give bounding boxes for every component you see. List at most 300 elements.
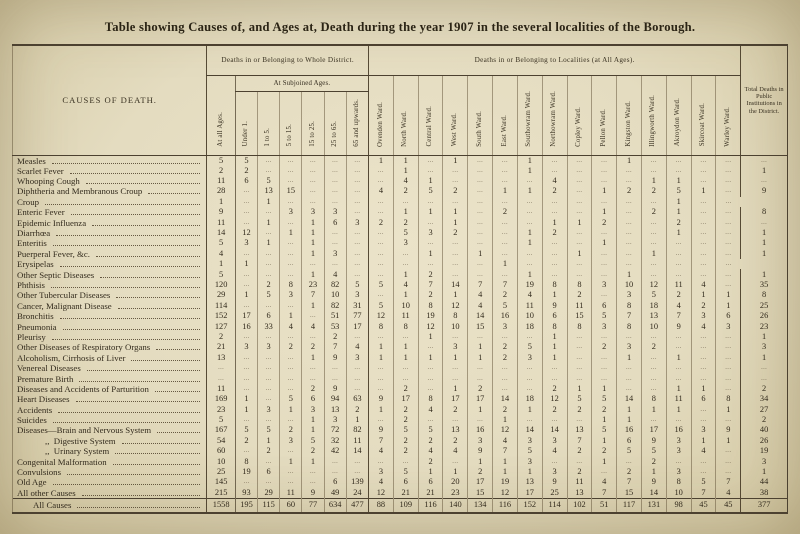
death-count-cell: ... <box>617 332 642 342</box>
total-count-cell: 98 <box>666 498 691 513</box>
locality-column-header: East Ward. <box>493 75 518 155</box>
locality-column-header: Pellon Ward. <box>592 75 617 155</box>
death-count-cell: ... <box>302 332 324 342</box>
death-count-cell: 4 <box>517 290 542 300</box>
death-count-cell: 9 <box>302 488 324 499</box>
death-count-cell: 3 <box>716 321 741 331</box>
locality-column-header: Southowram Ward. <box>517 75 542 155</box>
death-count-cell: 19 <box>493 477 518 487</box>
death-count-cell: 1 <box>235 290 257 300</box>
death-count-cell: ... <box>666 342 691 352</box>
death-count-cell: ... <box>716 186 741 196</box>
death-count-cell: 2 <box>369 217 394 227</box>
death-count-cell: 11 <box>567 301 592 311</box>
age-column-header: 5 to 15. <box>280 91 302 155</box>
death-count-cell: ... <box>567 353 592 363</box>
death-count-cell: ... <box>592 467 617 477</box>
table-header <box>13 45 788 155</box>
death-count-cell: ... <box>716 217 741 227</box>
death-count-cell: 14 <box>207 228 236 238</box>
death-count-cell: 4 <box>468 301 493 311</box>
death-count-cell: 3 <box>369 467 394 477</box>
death-count-cell: 7 <box>716 477 741 487</box>
death-count-cell: ... <box>567 415 592 425</box>
table-row <box>13 436 788 446</box>
death-count-cell: ... <box>418 217 443 227</box>
total-count-cell: 134 <box>468 498 493 513</box>
death-count-cell: 4 <box>468 290 493 300</box>
table-row <box>13 186 788 196</box>
death-count-cell: 1 <box>517 186 542 196</box>
death-count-cell: 2 <box>258 446 280 456</box>
death-count-cell: ... <box>369 332 394 342</box>
death-count-cell: 1 <box>235 404 257 414</box>
death-count-cell: 1 <box>691 290 716 300</box>
death-count-cell: ... <box>567 238 592 248</box>
age-column-header: Under 1. <box>235 91 257 155</box>
death-count-cell: ... <box>741 373 788 383</box>
death-count-cell: 5 <box>567 394 592 404</box>
death-count-cell: ... <box>443 456 468 466</box>
death-count-cell: ... <box>418 197 443 207</box>
death-count-cell: ... <box>666 155 691 166</box>
death-count-cell: 72 <box>324 425 346 435</box>
death-count-cell: 5 <box>418 186 443 196</box>
death-count-cell: 18 <box>517 321 542 331</box>
death-count-cell: ... <box>716 446 741 456</box>
cause-label: Epidemic Influenza <box>13 217 207 227</box>
death-count-cell: 5 <box>592 311 617 321</box>
total-row <box>13 498 788 513</box>
death-count-cell: 16 <box>468 425 493 435</box>
death-count-cell: ... <box>542 166 567 176</box>
death-count-cell: 31 <box>346 301 368 311</box>
table-row <box>13 176 788 186</box>
death-count-cell: 11 <box>280 488 302 499</box>
table-footer <box>13 498 788 513</box>
death-count-cell: 8 <box>567 321 592 331</box>
death-count-cell: 1 <box>542 290 567 300</box>
total-count-cell: 195 <box>235 498 257 513</box>
death-count-cell: 93 <box>235 488 257 499</box>
death-count-cell: ... <box>691 342 716 352</box>
death-count-cell: 7 <box>418 280 443 290</box>
death-count-cell: 6 <box>258 311 280 321</box>
death-count-cell: ... <box>468 166 493 176</box>
death-count-cell: ... <box>418 363 443 373</box>
locality-column-header: Illingworth Ward. <box>641 75 666 155</box>
cause-label: Scarlet Fever <box>13 166 207 176</box>
table-row <box>13 301 788 311</box>
cause-label: Heart Diseases <box>13 394 207 404</box>
table-body <box>13 155 788 498</box>
death-count-cell: ... <box>741 155 788 166</box>
death-count-cell: ... <box>369 290 394 300</box>
death-count-cell: 1 <box>280 311 302 321</box>
death-count-cell: 17 <box>235 311 257 321</box>
death-count-cell: ... <box>302 155 324 166</box>
death-count-cell: ... <box>280 384 302 394</box>
death-count-cell: 54 <box>207 436 236 446</box>
death-count-cell: 9 <box>716 425 741 435</box>
death-count-cell: 2 <box>235 166 257 176</box>
death-count-cell: 4 <box>691 321 716 331</box>
death-count-cell: ... <box>542 238 567 248</box>
total-count-cell: 140 <box>443 498 468 513</box>
death-count-cell: 5 <box>207 155 236 166</box>
death-count-cell: 2 <box>542 186 567 196</box>
death-count-cell: 1 <box>666 228 691 238</box>
death-count-cell: ... <box>258 166 280 176</box>
death-count-cell: ... <box>542 197 567 207</box>
death-count-cell: 5 <box>302 436 324 446</box>
death-count-cell: ... <box>592 269 617 279</box>
death-count-cell: 29 <box>207 290 236 300</box>
death-count-cell: ... <box>302 311 324 321</box>
death-count-cell: ... <box>641 415 666 425</box>
death-count-cell: 11 <box>207 384 236 394</box>
death-count-cell: 2 <box>567 290 592 300</box>
death-count-cell: ... <box>324 238 346 248</box>
death-count-cell: 3 <box>666 467 691 477</box>
death-count-cell: 1 <box>641 176 666 186</box>
death-count-cell: ... <box>468 186 493 196</box>
death-count-cell: 1 <box>418 249 443 259</box>
death-count-cell: 17 <box>641 425 666 435</box>
table-row <box>13 467 788 477</box>
death-count-cell: ... <box>235 207 257 217</box>
death-count-cell: 1 <box>592 456 617 466</box>
death-count-cell: ... <box>258 477 280 487</box>
death-count-cell: 3 <box>666 436 691 446</box>
death-count-cell: 1 <box>617 353 642 363</box>
death-count-cell: 3 <box>741 456 788 466</box>
death-count-cell: 2 <box>666 217 691 227</box>
death-count-cell: 1 <box>280 404 302 414</box>
age-column-header: 65 and upwards. <box>346 91 368 155</box>
death-count-cell: 1 <box>302 269 324 279</box>
death-count-cell: 1 <box>666 207 691 217</box>
death-count-cell: ... <box>443 332 468 342</box>
death-count-cell: ... <box>691 373 716 383</box>
death-count-cell: 4 <box>592 477 617 487</box>
death-count-cell: ... <box>641 228 666 238</box>
death-count-cell: ... <box>302 197 324 207</box>
death-count-cell: 7 <box>302 290 324 300</box>
death-count-cell: ... <box>280 446 302 456</box>
death-count-cell: ... <box>592 332 617 342</box>
death-count-cell: ... <box>617 373 642 383</box>
death-count-cell: 2 <box>567 467 592 477</box>
death-count-cell: 1 <box>207 259 236 269</box>
death-count-cell: 17 <box>468 477 493 487</box>
death-count-cell: 82 <box>324 280 346 290</box>
death-count-cell: ... <box>468 238 493 248</box>
death-count-cell: ... <box>369 363 394 373</box>
cause-label: Puerperal Fever, &c. <box>13 249 207 259</box>
death-count-cell: ... <box>567 155 592 166</box>
death-count-cell: 7 <box>617 311 642 321</box>
death-count-cell: 1 <box>691 186 716 196</box>
death-count-cell: ... <box>493 384 518 394</box>
death-count-cell: 5 <box>641 446 666 456</box>
death-count-cell: ... <box>617 238 642 248</box>
death-count-cell: ... <box>468 176 493 186</box>
death-count-cell: 1 <box>443 155 468 166</box>
death-count-cell: ... <box>716 415 741 425</box>
death-count-cell: 1 <box>493 186 518 196</box>
death-count-cell: 10 <box>443 321 468 331</box>
death-count-cell: 1 <box>617 404 642 414</box>
cause-label: ,, Urinary System <box>13 446 207 456</box>
death-count-cell: ... <box>641 384 666 394</box>
death-count-cell: ... <box>542 415 567 425</box>
death-count-cell: 26 <box>741 436 788 446</box>
death-count-cell: ... <box>493 176 518 186</box>
death-count-cell: 5 <box>517 446 542 456</box>
death-count-cell: ... <box>617 259 642 269</box>
death-count-cell: ... <box>443 373 468 383</box>
death-count-cell: 3 <box>346 290 368 300</box>
death-count-cell: ... <box>691 404 716 414</box>
death-count-cell: 2 <box>493 404 518 414</box>
death-count-cell: 9 <box>641 477 666 487</box>
death-count-cell: ... <box>542 259 567 269</box>
death-count-cell: ... <box>369 384 394 394</box>
death-count-cell: 1 <box>280 228 302 238</box>
death-count-cell: 2 <box>493 342 518 352</box>
death-count-cell: 2 <box>666 290 691 300</box>
death-count-cell: ... <box>418 259 443 269</box>
age-column-header: 15 to 25. <box>302 91 324 155</box>
death-count-cell: ... <box>280 249 302 259</box>
death-count-cell: 1 <box>258 197 280 207</box>
cause-label: Phthisis <box>13 280 207 290</box>
death-count-cell: 8 <box>418 394 443 404</box>
locality-column-header: Northowram Ward. <box>542 75 567 155</box>
death-count-cell: 13 <box>567 425 592 435</box>
death-count-cell: 5 <box>235 155 257 166</box>
death-count-cell: 2 <box>641 186 666 196</box>
death-count-cell: ... <box>542 363 567 373</box>
death-count-cell: ... <box>468 207 493 217</box>
death-count-cell: 3 <box>280 436 302 446</box>
death-count-cell: 1 <box>517 467 542 477</box>
death-count-cell: ... <box>324 186 346 196</box>
death-count-cell: ... <box>592 197 617 207</box>
death-count-cell: ... <box>369 197 394 207</box>
death-count-cell: ... <box>468 415 493 425</box>
death-count-cell: 5 <box>493 301 518 311</box>
death-count-cell: 6 <box>418 477 443 487</box>
death-count-cell: 2 <box>443 228 468 238</box>
locality-column-header: South Ward. <box>468 75 493 155</box>
death-count-cell: 13 <box>517 477 542 487</box>
death-count-cell: ... <box>592 166 617 176</box>
death-count-cell: ... <box>258 155 280 166</box>
death-count-cell: ... <box>207 363 236 373</box>
death-count-cell: ... <box>517 217 542 227</box>
death-count-cell: ... <box>641 353 666 363</box>
death-count-cell: 8 <box>617 301 642 311</box>
death-count-cell: 1 <box>302 228 324 238</box>
death-count-cell: 12 <box>369 311 394 321</box>
death-count-cell: ... <box>716 259 741 269</box>
death-count-cell: 1 <box>741 353 788 363</box>
death-count-cell: 1 <box>542 353 567 363</box>
death-count-cell: 3 <box>258 342 280 352</box>
death-count-cell: 6 <box>302 394 324 404</box>
death-count-cell: ... <box>592 228 617 238</box>
table-row <box>13 166 788 176</box>
death-count-cell: 5 <box>280 394 302 404</box>
death-count-cell: ... <box>418 155 443 166</box>
localities-group-header: Deaths in or Belonging to Localities (at All Ages). <box>369 45 741 75</box>
death-count-cell: ... <box>493 332 518 342</box>
death-count-cell: ... <box>443 238 468 248</box>
death-count-cell: ... <box>280 363 302 373</box>
death-count-cell: ... <box>443 166 468 176</box>
mortality-table <box>12 44 788 514</box>
death-count-cell: ... <box>691 176 716 186</box>
death-count-cell: 23 <box>302 280 324 290</box>
death-count-cell: ... <box>691 259 716 269</box>
death-count-cell: ... <box>235 186 257 196</box>
death-count-cell: 13 <box>207 353 236 363</box>
locality-column-header: Warley Ward. <box>716 75 741 155</box>
death-count-cell: ... <box>258 207 280 217</box>
death-count-cell: 15 <box>280 186 302 196</box>
death-count-cell: 7 <box>468 280 493 290</box>
death-count-cell: ... <box>346 166 368 176</box>
death-count-cell: 2 <box>258 280 280 290</box>
death-count-cell: 2 <box>393 446 418 456</box>
total-count-cell: 45 <box>691 498 716 513</box>
death-count-cell: ... <box>666 259 691 269</box>
death-count-cell: 1 <box>592 238 617 248</box>
cause-label: Bronchitis <box>13 311 207 321</box>
death-count-cell: 3 <box>418 228 443 238</box>
death-count-cell: 1 <box>741 238 788 248</box>
death-count-cell: ... <box>258 332 280 342</box>
death-count-cell: 5 <box>617 446 642 456</box>
table-row <box>13 207 788 217</box>
death-count-cell: ... <box>258 415 280 425</box>
death-count-cell: 1 <box>468 404 493 414</box>
death-count-cell: ... <box>517 176 542 186</box>
table-row <box>13 363 788 373</box>
death-count-cell: 1 <box>666 404 691 414</box>
death-count-cell: 8 <box>741 207 788 217</box>
locality-column-header: Copley Ward. <box>567 75 592 155</box>
death-count-cell: 2 <box>302 446 324 456</box>
cause-label: Other Tubercular Diseases <box>13 290 207 300</box>
total-count-cell: 1558 <box>207 498 236 513</box>
locality-column-header: North Ward. <box>393 75 418 155</box>
table-row <box>13 249 788 259</box>
death-count-cell: ... <box>258 394 280 404</box>
death-count-cell: 1 <box>517 166 542 176</box>
death-count-cell: 1 <box>443 467 468 477</box>
death-count-cell: ... <box>235 384 257 394</box>
death-count-cell: ... <box>443 269 468 279</box>
table-row <box>13 373 788 383</box>
death-count-cell: 3 <box>741 342 788 352</box>
death-count-cell: 3 <box>324 415 346 425</box>
death-count-cell: 23 <box>741 321 788 331</box>
death-count-cell: 2 <box>617 467 642 477</box>
death-count-cell: 24 <box>346 488 368 499</box>
locality-column-header: Skircoat Ward. <box>691 75 716 155</box>
death-count-cell: ... <box>641 269 666 279</box>
death-count-cell: 1 <box>443 207 468 217</box>
total-count-cell: 77 <box>302 498 324 513</box>
death-count-cell: ... <box>324 166 346 176</box>
death-count-cell: 9 <box>542 477 567 487</box>
death-count-cell: ... <box>493 217 518 227</box>
table-row <box>13 269 788 279</box>
death-count-cell: 5 <box>258 176 280 186</box>
death-count-cell: 35 <box>741 280 788 290</box>
death-count-cell: ... <box>592 249 617 259</box>
death-count-cell: 1 <box>258 436 280 446</box>
death-count-cell: ... <box>258 353 280 363</box>
death-count-cell: 7 <box>493 446 518 456</box>
death-count-cell: 17 <box>443 394 468 404</box>
death-count-cell: 2 <box>393 217 418 227</box>
table-row <box>13 394 788 404</box>
total-count-cell: 45 <box>716 498 741 513</box>
death-count-cell: 1 <box>235 394 257 404</box>
death-count-cell: 1 <box>443 290 468 300</box>
death-count-cell: ... <box>493 373 518 383</box>
death-count-cell: 1 <box>393 207 418 217</box>
death-count-cell: 5 <box>207 269 236 279</box>
death-count-cell: 1 <box>443 384 468 394</box>
death-count-cell: ... <box>716 238 741 248</box>
death-count-cell: 17 <box>517 488 542 499</box>
death-count-cell: ... <box>280 373 302 383</box>
death-count-cell: ... <box>258 269 280 279</box>
death-count-cell: ... <box>716 280 741 290</box>
death-count-cell: ... <box>346 155 368 166</box>
age-column-header: 25 to 65. <box>324 91 346 155</box>
death-count-cell: ... <box>493 249 518 259</box>
death-count-cell: ... <box>235 197 257 207</box>
table-row <box>13 217 788 227</box>
death-count-cell: ... <box>666 249 691 259</box>
death-count-cell: ... <box>493 363 518 373</box>
death-count-cell: ... <box>280 176 302 186</box>
death-count-cell: 2 <box>592 404 617 414</box>
death-count-cell: ... <box>716 353 741 363</box>
death-count-cell: 7 <box>691 488 716 499</box>
death-count-cell: ... <box>617 363 642 373</box>
death-count-cell: ... <box>280 217 302 227</box>
death-count-cell: ... <box>369 176 394 186</box>
death-count-cell: 5 <box>258 425 280 435</box>
total-count-cell: 477 <box>346 498 368 513</box>
death-count-cell: 3 <box>258 404 280 414</box>
death-count-cell: ... <box>369 249 394 259</box>
death-count-cell: 53 <box>324 321 346 331</box>
death-count-cell: 1 <box>741 249 788 259</box>
death-count-cell: ... <box>617 249 642 259</box>
cause-label: Premature Birth <box>13 373 207 383</box>
death-count-cell: ... <box>369 228 394 238</box>
death-count-cell: ... <box>443 249 468 259</box>
death-count-cell: 3 <box>666 446 691 456</box>
